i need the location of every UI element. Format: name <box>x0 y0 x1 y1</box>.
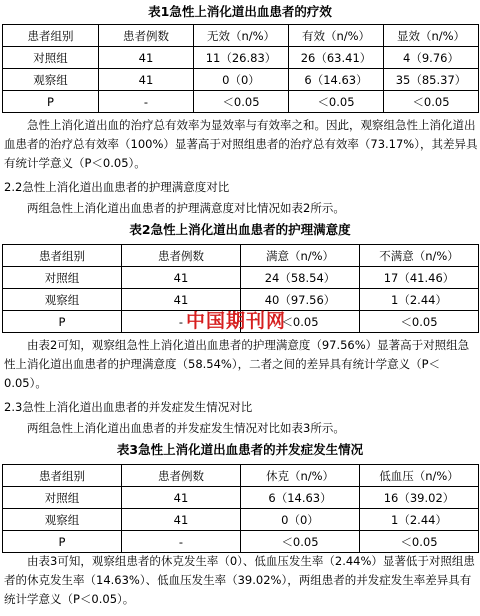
table-header-cell: 患者组别 <box>3 465 122 487</box>
table-cell: 6（14.63） <box>289 69 384 91</box>
table-cell: 41 <box>122 487 241 509</box>
table3-header-row <box>3 465 479 487</box>
table3 <box>2 464 479 553</box>
table-header-cell: 低血压（n/%） <box>360 465 479 487</box>
table-cell: 40（97.56） <box>241 289 360 311</box>
table-cell: ＜0.05 <box>289 91 384 113</box>
paragraph-4: 两组急性上消化道出血患者的并发症发生情况对比如表3所示。 <box>27 421 345 435</box>
table-cell: ＜0.05 <box>360 531 479 553</box>
table-header-cell: 患者组别 <box>3 245 122 267</box>
table1 <box>2 24 479 113</box>
table-cell: 对照组 <box>3 47 99 69</box>
table-cell: 观察组 <box>3 69 99 91</box>
table-cell: ＜0.05 <box>241 311 360 333</box>
table-header-cell: 患者例数 <box>122 465 241 487</box>
table-cell: 41 <box>122 289 241 311</box>
table-cell: 观察组 <box>3 289 122 311</box>
watermark-logo: 中国期刊网 <box>186 310 287 332</box>
table-cell: 41 <box>99 47 194 69</box>
paragraph-2: 两组急性上消化道出血患者的护理满意度对比情况如表2所示。 <box>27 201 345 215</box>
table1-header-row <box>3 25 479 47</box>
table-cell: 16（39.02） <box>360 487 479 509</box>
section-heading-2-2: 2.2急性上消化道出血患者的护理满意度对比 <box>4 180 230 194</box>
table-cell: 35（85.37） <box>384 69 479 91</box>
table-row <box>3 531 479 553</box>
table-header-cell: 有效（n/%） <box>289 25 384 47</box>
table3-title: 表3急性上消化道出血患者的并发症发生情况 <box>116 442 364 457</box>
paragraph-5: 由表3可知，观察组患者的休克发生率（0）、低血压发生率（2.44%）显著低于对照组患者的休克发生率（14.63%）、低血压发生率（39.02%），两组患者的并发症发生率差异具有统计学意义（P＜0.05）。 <box>4 554 475 606</box>
table-header-cell: 满意（n/%） <box>241 245 360 267</box>
table-header-cell: 患者例数 <box>122 245 241 267</box>
table-cell: 41 <box>99 69 194 91</box>
table-cell: P <box>3 531 122 553</box>
table-cell: 0（0） <box>194 69 289 91</box>
table-cell: 41 <box>122 267 241 289</box>
paragraph-1: 急性上消化道出血的治疗总有效率为显效率与有效率之和。因此，观察组急性上消化道出血患者的治疗总有效率（100%）显著高于对照组患者的治疗总有效率（73.17%），其差异具有统计学意义（P＜0.05）。 <box>4 118 478 170</box>
table-header-cell: 无效（n/%） <box>194 25 289 47</box>
table-cell: 17（41.46） <box>360 267 479 289</box>
table-cell: ＜0.05 <box>360 311 479 333</box>
table-cell: 26（63.41） <box>289 47 384 69</box>
table-cell: P <box>3 311 122 333</box>
table-row <box>3 69 479 91</box>
section-heading-2-3: 2.3急性上消化道出血患者的并发症发生情况对比 <box>4 400 253 414</box>
table-header-cell: 患者组别 <box>3 25 99 47</box>
table-cell: P <box>3 91 99 113</box>
table-cell: 1（2.44） <box>360 289 479 311</box>
table-row <box>3 267 479 289</box>
table-cell: - <box>99 91 194 113</box>
table-cell: 对照组 <box>3 267 122 289</box>
table-cell: ＜0.05 <box>384 91 479 113</box>
table2-title: 表2急性上消化道出血患者的护理满意度 <box>129 222 351 237</box>
paragraph-3: 由表2可知，观察组急性上消化道出血患者的护理满意度（97.56%）显著高于对照组急性上消化道出血患者的护理满意度（58.54%），二者之间的差异具有统计学意义（P＜0.05）。 <box>4 338 470 390</box>
table-cell: 24（58.54） <box>241 267 360 289</box>
table-header-cell: 显效（n/%） <box>384 25 479 47</box>
table1-title: 表1急性上消化道出血患者的疗效 <box>148 4 332 19</box>
table-cell: 观察组 <box>3 509 122 531</box>
table-cell: ＜0.05 <box>241 531 360 553</box>
table-cell: 4（9.76） <box>384 47 479 69</box>
table-row <box>3 47 479 69</box>
table2-header-row <box>3 245 479 267</box>
table-cell: - <box>122 531 241 553</box>
table-cell: 0（0） <box>241 509 360 531</box>
table-cell: - <box>122 311 241 333</box>
table-cell: 41 <box>122 509 241 531</box>
table-header-cell: 休克（n/%） <box>241 465 360 487</box>
table-cell: 对照组 <box>3 487 122 509</box>
table-row <box>3 91 479 113</box>
table-cell: 1（2.44） <box>360 509 479 531</box>
table-row <box>3 487 479 509</box>
table-cell: 6（14.63） <box>241 487 360 509</box>
table-header-cell: 患者例数 <box>99 25 194 47</box>
table-cell: ＜0.05 <box>194 91 289 113</box>
table-cell: 11（26.83） <box>194 47 289 69</box>
table-header-cell: 不满意（n/%） <box>360 245 479 267</box>
table-row <box>3 509 479 531</box>
